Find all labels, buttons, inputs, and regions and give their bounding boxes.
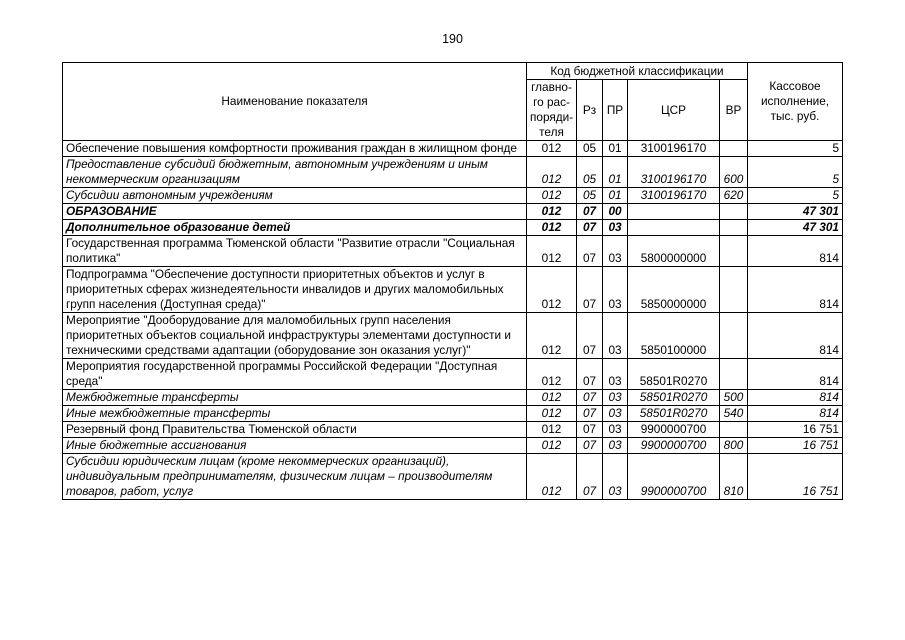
cell-pr: 03 <box>603 236 628 267</box>
cell-main-admin: 012 <box>527 267 577 313</box>
cell-amount: 814 <box>748 359 843 390</box>
cell-amount: 16 751 <box>748 422 843 438</box>
cell-name: Обеспечение повышения комфортности проживания граждан в жилищном фонде <box>63 141 527 157</box>
table-row <box>63 313 843 359</box>
cell-csr: 58501R0270 <box>628 359 720 390</box>
cell-name: Иные бюджетные ассигнования <box>63 438 527 454</box>
cell-name: Подпрограмма "Обеспечение доступности приоритетных объектов и услуг в приоритетных сферах жизнедеятельности инвалидов и других маломобильных групп населения (Доступная среда)" <box>63 267 527 313</box>
cell-amount: 47 301 <box>748 220 843 236</box>
cell-name: Субсидии юридическим лицам (кроме некоммерческих организаций), индивидуальным предпринимателям, физическим лицам – производителям товаров, работ, услуг <box>63 454 527 500</box>
cell-amount: 16 751 <box>748 438 843 454</box>
cell-name: Резервный фонд Правительства Тюменской области <box>63 422 527 438</box>
cell-pr: 03 <box>603 406 628 422</box>
cell-main-admin: 012 <box>527 220 577 236</box>
cell-rz: 05 <box>577 157 603 188</box>
cell-rz: 07 <box>577 220 603 236</box>
cell-pr: 00 <box>603 204 628 220</box>
header-amount <box>748 63 843 141</box>
table-row <box>63 141 843 157</box>
cell-pr: 03 <box>603 454 628 500</box>
cell-rz: 07 <box>577 313 603 359</box>
cell-name: Иные межбюджетные трансферты <box>63 406 527 422</box>
cell-rz: 07 <box>577 454 603 500</box>
header-csr: ЦСР <box>628 80 720 141</box>
cell-pr: 03 <box>603 390 628 406</box>
table-row <box>63 236 843 267</box>
cell-csr: 58501R0270 <box>628 406 720 422</box>
cell-vr <box>720 313 748 359</box>
header-name: Наименование показателя <box>63 63 527 141</box>
cell-vr <box>720 236 748 267</box>
table-row <box>63 438 843 454</box>
cell-name: Государственная программа Тюменской области "Развитие отрасли "Социальная политика" <box>63 236 527 267</box>
cell-rz: 07 <box>577 204 603 220</box>
cell-vr <box>720 267 748 313</box>
cell-main-admin: 012 <box>527 236 577 267</box>
header-main-admin-line-4: теля <box>539 125 564 139</box>
cell-rz: 07 <box>577 438 603 454</box>
cell-vr <box>720 141 748 157</box>
cell-csr: 5850000000 <box>628 267 720 313</box>
cell-csr <box>628 204 720 220</box>
table-row <box>63 406 843 422</box>
cell-rz: 07 <box>577 267 603 313</box>
cell-csr: 9900000700 <box>628 438 720 454</box>
cell-amount: 5 <box>748 188 843 204</box>
header-main-admin-line-2: го рас- <box>533 95 570 109</box>
header-amount-line-3: тыс. руб. <box>770 109 820 123</box>
cell-amount: 814 <box>748 236 843 267</box>
cell-amount: 5 <box>748 157 843 188</box>
cell-csr: 3100196170 <box>628 157 720 188</box>
cell-main-admin: 012 <box>527 359 577 390</box>
cell-main-admin: 012 <box>527 454 577 500</box>
cell-rz: 07 <box>577 236 603 267</box>
cell-amount: 814 <box>748 267 843 313</box>
cell-csr: 5850100000 <box>628 313 720 359</box>
cell-csr <box>628 220 720 236</box>
header-rz: Рз <box>577 80 603 141</box>
cell-name: Мероприятие "Дооборудование для маломобильных групп населения приоритетных объектов социальной инфраструктуры элементами доступности и техническими средствами адаптации (оборудование зон оказания услуг)" <box>63 313 527 359</box>
cell-amount: 47 301 <box>748 204 843 220</box>
cell-csr: 9900000700 <box>628 454 720 500</box>
table-row <box>63 204 843 220</box>
cell-vr <box>720 220 748 236</box>
table-row <box>63 359 843 390</box>
header-main-admin-line-1: главно- <box>531 80 572 94</box>
table-row <box>63 454 843 500</box>
cell-rz: 07 <box>577 390 603 406</box>
cell-vr: 540 <box>720 406 748 422</box>
cell-pr: 03 <box>603 267 628 313</box>
cell-vr: 500 <box>720 390 748 406</box>
cell-main-admin: 012 <box>527 157 577 188</box>
table-row <box>63 220 843 236</box>
header-pr: ПР <box>603 80 628 141</box>
table-row <box>63 267 843 313</box>
cell-vr <box>720 422 748 438</box>
table-row <box>63 390 843 406</box>
table-row <box>63 188 843 204</box>
cell-rz: 05 <box>577 188 603 204</box>
header-amount-line-2: исполнение, <box>760 94 830 108</box>
header-amount-line-1: Кассовое <box>769 79 821 93</box>
cell-vr: 800 <box>720 438 748 454</box>
cell-name: Межбюджетные трансферты <box>63 390 527 406</box>
cell-pr: 01 <box>603 157 628 188</box>
cell-pr: 03 <box>603 438 628 454</box>
cell-csr: 5800000000 <box>628 236 720 267</box>
cell-name: ОБРАЗОВАНИЕ <box>63 204 527 220</box>
header-main-admin <box>527 80 577 141</box>
cell-amount: 16 751 <box>748 454 843 500</box>
cell-amount: 814 <box>748 406 843 422</box>
page-number: 190 <box>442 32 463 46</box>
cell-rz: 07 <box>577 406 603 422</box>
cell-pr: 01 <box>603 141 628 157</box>
cell-pr: 03 <box>603 422 628 438</box>
cell-pr: 01 <box>603 188 628 204</box>
cell-main-admin: 012 <box>527 188 577 204</box>
cell-main-admin: 012 <box>527 406 577 422</box>
cell-main-admin: 012 <box>527 422 577 438</box>
cell-csr: 9900000700 <box>628 422 720 438</box>
cell-vr: 620 <box>720 188 748 204</box>
cell-pr: 03 <box>603 359 628 390</box>
cell-pr: 03 <box>603 220 628 236</box>
cell-main-admin: 012 <box>527 313 577 359</box>
cell-name: Мероприятия государственной программы Российской Федерации "Доступная среда" <box>63 359 527 390</box>
header-vr: ВР <box>720 80 748 141</box>
table-header <box>63 63 843 141</box>
cell-csr: 58501R0270 <box>628 390 720 406</box>
cell-vr <box>720 359 748 390</box>
cell-main-admin: 012 <box>527 390 577 406</box>
table-row <box>63 422 843 438</box>
cell-vr: 810 <box>720 454 748 500</box>
budget-table <box>62 62 843 500</box>
cell-pr: 03 <box>603 313 628 359</box>
cell-rz: 05 <box>577 141 603 157</box>
cell-main-admin: 012 <box>527 204 577 220</box>
table-body <box>63 141 843 500</box>
cell-csr: 3100196170 <box>628 141 720 157</box>
cell-amount: 5 <box>748 141 843 157</box>
cell-rz: 07 <box>577 359 603 390</box>
cell-name: Субсидии автономным учреждениям <box>63 188 527 204</box>
cell-rz: 07 <box>577 422 603 438</box>
cell-vr: 600 <box>720 157 748 188</box>
cell-main-admin: 012 <box>527 141 577 157</box>
cell-amount: 814 <box>748 313 843 359</box>
header-code-group: Код бюджетной классификации <box>527 63 748 80</box>
table-row <box>63 157 843 188</box>
cell-name: Предоставление субсидий бюджетным, автономным учреждениям и иным некоммерческим организациям <box>63 157 527 188</box>
header-main-admin-line-3: поряди- <box>530 110 574 124</box>
cell-amount: 814 <box>748 390 843 406</box>
cell-vr <box>720 204 748 220</box>
cell-name: Дополнительное образование детей <box>63 220 527 236</box>
cell-csr: 3100196170 <box>628 188 720 204</box>
cell-main-admin: 012 <box>527 438 577 454</box>
